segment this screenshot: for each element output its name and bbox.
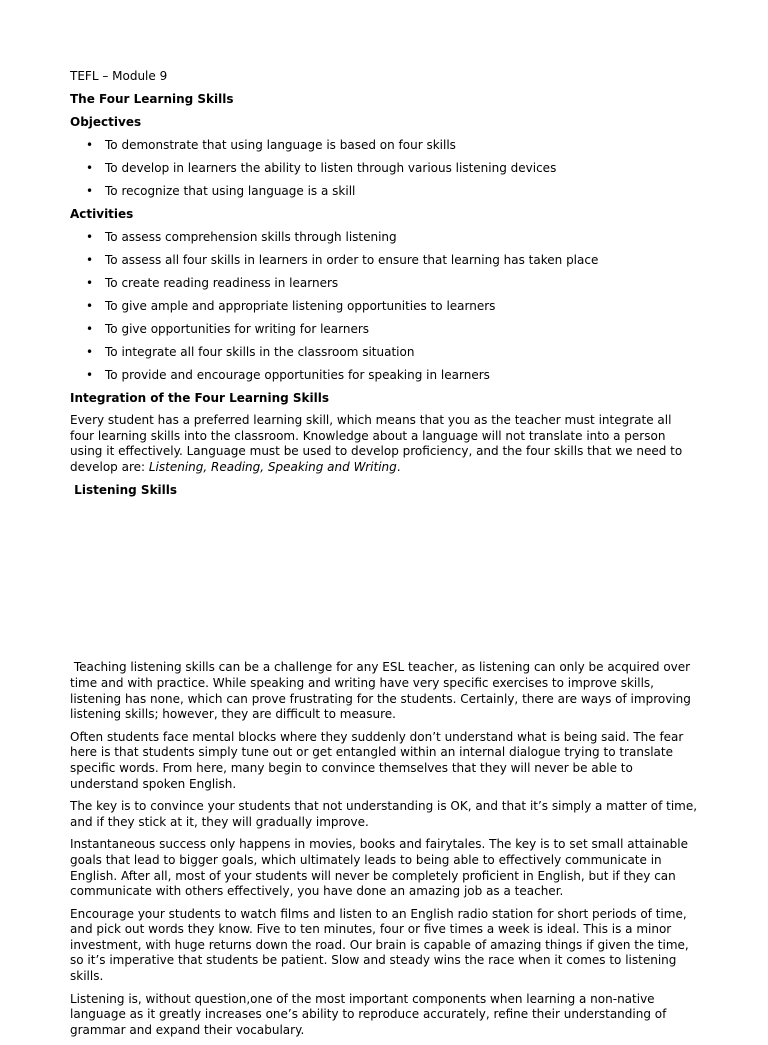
blank-space xyxy=(70,505,698,660)
bullet-icon: • xyxy=(86,253,94,267)
activities-list xyxy=(70,229,698,383)
listening-paragraph: Instantaneous success only happens in movies, books and fairytales. The key is to set small attainable goals that lead to bigger goals, which ultimately leads to being able to effectively communicate in English. After all, most of your students will never be completely proficient in English, but if they can communicate with others effectively, you have done an amazing job as a teacher. xyxy=(70,837,689,899)
list-item: • To recognize that using language is a skill xyxy=(86,184,356,198)
list-item: • To demonstrate that using language is based on four skills xyxy=(86,138,456,152)
bullet-icon: • xyxy=(86,161,94,175)
listening-heading: Listening Skills xyxy=(70,483,178,498)
four-skills-list: Listening, Reading, Speaking and Writing xyxy=(148,459,397,474)
list-item: • To assess comprehension skills through listening xyxy=(86,230,397,244)
list-item: • To create reading readiness in learners xyxy=(86,276,339,290)
bullet-icon: • xyxy=(86,322,94,336)
list-item: • To develop in learners the ability to listen through various listening devices xyxy=(86,161,557,175)
listening-paragraph: Encourage your students to watch films and listen to an English radio station for short periods of time, and pick out words they know. Five to ten minutes, four or five times a week is ideal. This is a minor investment, with huge returns down the road. Our brain is capable of amazing things if given the time, so it’s imperative that students be patient. Slow and steady wins the race when it comes to listening skills. xyxy=(70,906,689,984)
list-item: • To give ample and appropriate listening opportunities to learners xyxy=(86,299,496,313)
bullet-icon: • xyxy=(86,184,94,198)
bullet-icon: • xyxy=(86,230,94,244)
list-item: • To give opportunities for writing for learners xyxy=(86,322,370,336)
integration-heading: Integration of the Four Learning Skills xyxy=(70,391,330,405)
bullet-icon: • xyxy=(86,345,94,359)
bullet-icon: • xyxy=(86,276,94,290)
objectives-list xyxy=(70,137,698,199)
listening-paragraph: Listening is, without question,one of the most important components when learning a non-native language as it greatly increases one’s ability to reproduce accurately, refine their understanding of grammar and expand their vocabulary. xyxy=(70,991,667,1037)
activities-heading: Activities xyxy=(70,207,134,221)
bullet-icon: • xyxy=(86,368,94,382)
objectives-heading: Objectives xyxy=(70,115,142,129)
document-content xyxy=(70,68,698,1045)
bullet-icon: • xyxy=(86,138,94,152)
listening-paragraph: Teaching listening skills can be a challenge for any ESL teacher, as listening can only be acquired over time and with practice. While speaking and writing have very specific exercises to improve skills, listening has none, which can prove frustrating for the students. Certainly, there are ways of improving listening skills; however, they are difficult to measure. xyxy=(70,660,695,722)
module-header: TEFL – Module 9 xyxy=(70,69,168,83)
bullet-icon: • xyxy=(86,299,94,313)
integration-paragraph: Every student has a preferred learning skill, which means that you as the teacher must integrate all four learning skills into the classroom. Knowledge about a language will not translate into a person using it effectively. Language must be used to develop proficiency, and the four skills that we need to develop are: Listening, Reading, Speaking and Writing. xyxy=(70,413,683,474)
listening-paragraph: The key is to convince your students that not understanding is OK, and that it’s simply a matter of time, and if they stick at it, they will gradually improve. xyxy=(70,799,698,829)
list-item: • To assess all four skills in learners in order to ensure that learning has taken place xyxy=(86,253,599,267)
document-title: The Four Learning Skills xyxy=(70,92,234,106)
listening-paragraph: Often students face mental blocks where they suddenly don’t understand what is being said. The fear here is that students simply tune out or get entangled within an internal dialogue trying to translate specific words. From here, many begin to convince themselves that they will never be able to understand spoken English. xyxy=(70,729,684,791)
list-item: • To provide and encourage opportunities for speaking in learners xyxy=(86,368,490,382)
list-item: • To integrate all four skills in the classroom situation xyxy=(86,345,415,359)
